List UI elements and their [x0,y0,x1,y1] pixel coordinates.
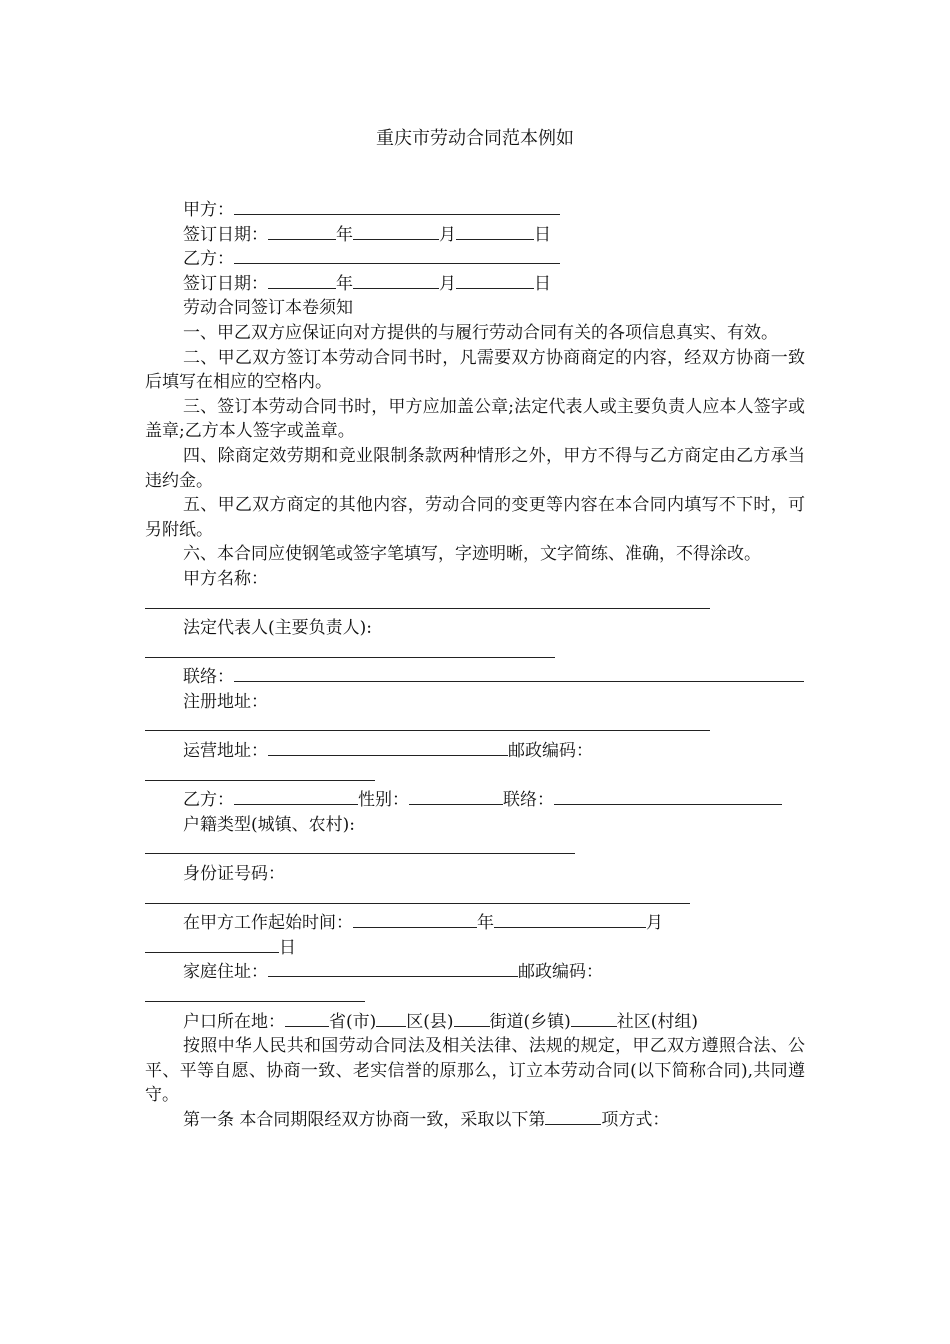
article-1-text: 第一条 本合同期限经双方协商一致，采取以下第 [183,1109,546,1130]
party-a-postcode-blank[interactable] [145,764,375,781]
day-blank[interactable] [456,272,534,289]
party-b-name-blank[interactable] [234,788,358,805]
home-address-blank[interactable] [268,960,518,977]
home-address-label: 家庭住址： [183,962,268,983]
street-label: 街道(乡镇) [489,1011,571,1032]
op-address-blank[interactable] [268,739,508,756]
year-blank[interactable] [268,223,336,240]
party-a-line [145,198,805,223]
sign-date-label: 签订日期： [183,224,268,245]
postcode-label: 邮政编码： [518,962,603,983]
year-label: 年 [336,224,353,245]
party-a-contact-blank[interactable] [234,665,804,682]
month-blank[interactable] [353,223,439,240]
legal-rep-label: 法定代表人(主要负责人): [183,618,372,639]
party-b-label: 乙方： [183,790,234,811]
home-address-line [145,960,805,985]
year-label: 年 [336,273,353,294]
hukou-location-label: 户口所在地： [183,1011,285,1032]
article-1-line [145,1108,805,1133]
party-b-info-line [145,788,805,813]
hukou-type-blank[interactable] [145,837,575,854]
month-blank[interactable] [353,272,439,289]
party-b-blank[interactable] [234,247,560,264]
month-label: 月 [646,913,663,934]
year-blank[interactable] [268,272,336,289]
party-a-name-blank[interactable] [145,592,710,609]
notice-item: 三、签订本劳动合同书时，甲方应加盖公章;法定代表人或主要负责人应本人签字或盖章;乙方本人签字或盖章。 [145,396,805,442]
party-b-postcode-blank[interactable] [145,985,365,1002]
start-date-label: 在甲方工作起始时间： [183,913,353,934]
id-number-label: 身份证号码： [183,864,285,885]
district-label: 区(县) [406,1011,454,1032]
notice-item: 四、除商定效劳期和竞业限制条款两种情形之外，甲方不得与乙方商定由乙方承当违约金。 [145,445,805,491]
reg-address-blank[interactable] [145,714,710,731]
party-a-contact-line [145,665,805,690]
community-blank[interactable] [571,1010,617,1027]
month-label: 月 [439,224,456,245]
month-blank[interactable] [494,911,646,928]
party-a-label: 甲方： [183,200,234,220]
province-blank[interactable] [285,1010,329,1027]
notice-item: 二、甲乙双方签订本劳动合同书时，凡需要双方协商商定的内容，经双方协商一致后填写在相应的空格内。 [145,347,805,393]
document-title: 重庆市劳动合同范本例如 [376,128,574,149]
document-body [145,198,805,1133]
notice-item: 一、甲乙双方应保证向对方提供的与履行劳动合同有关的各项信息真实、有效。 [183,322,778,343]
gender-label: 性别： [358,790,409,811]
reg-address-label: 注册地址： [183,691,268,712]
party-b-line [145,247,805,272]
month-label: 月 [439,273,456,294]
article-1-option-blank[interactable] [545,1108,601,1125]
party-a-blank[interactable] [234,198,560,215]
day-blank[interactable] [145,936,279,953]
party-b-contact-blank[interactable] [554,788,782,805]
notice-heading: 劳动合同签订本卷须知 [183,298,353,319]
day-label: 日 [279,937,296,958]
postcode-label: 邮政编码： [508,741,593,762]
contact-label: 联络： [183,667,234,688]
sign-date-label: 签订日期： [183,273,268,294]
hukou-location-line [145,1010,805,1035]
party-b-label: 乙方： [183,249,234,270]
op-address-line [145,739,805,764]
hukou-type-label: 户籍类型(城镇、农村): [183,814,355,835]
district-blank[interactable] [376,1010,406,1027]
id-number-blank[interactable] [145,887,690,904]
contact-label: 联络： [503,790,554,811]
year-label: 年 [477,913,494,934]
street-blank[interactable] [454,1010,490,1027]
legal-rep-blank[interactable] [145,641,555,658]
gender-blank[interactable] [409,788,503,805]
start-day-line [145,936,805,961]
sign-date-line-2 [145,272,805,297]
year-blank[interactable] [353,911,477,928]
day-label: 日 [534,224,551,245]
day-label: 日 [534,273,551,294]
notice-item: 六、本合同应使钢笔或签字笔填写，字迹明晰，文字简练、准确，不得涂改。 [183,544,761,565]
op-address-label: 运营地址： [183,741,268,762]
article-1-suffix: 项方式： [601,1109,670,1130]
day-blank[interactable] [456,223,534,240]
province-label: 省(市) [329,1011,377,1032]
preamble-paragraph: 按照中华人民共和国劳动合同法及相关法律、法规的规定，甲乙双方遵照合法、公平、平等自愿、协商一致、老实信誉的原那么，订立本劳动合同(以下简称合同),共同遵守。 [145,1036,805,1106]
community-label: 社区(村组) [616,1011,699,1032]
sign-date-line-1 [145,223,805,248]
notice-item: 五、甲乙双方商定的其他内容，劳动合同的变更等内容在本合同内填写不下时，可另附纸。 [145,495,805,540]
party-a-name-label: 甲方名称： [183,568,268,589]
start-date-line [145,911,805,936]
